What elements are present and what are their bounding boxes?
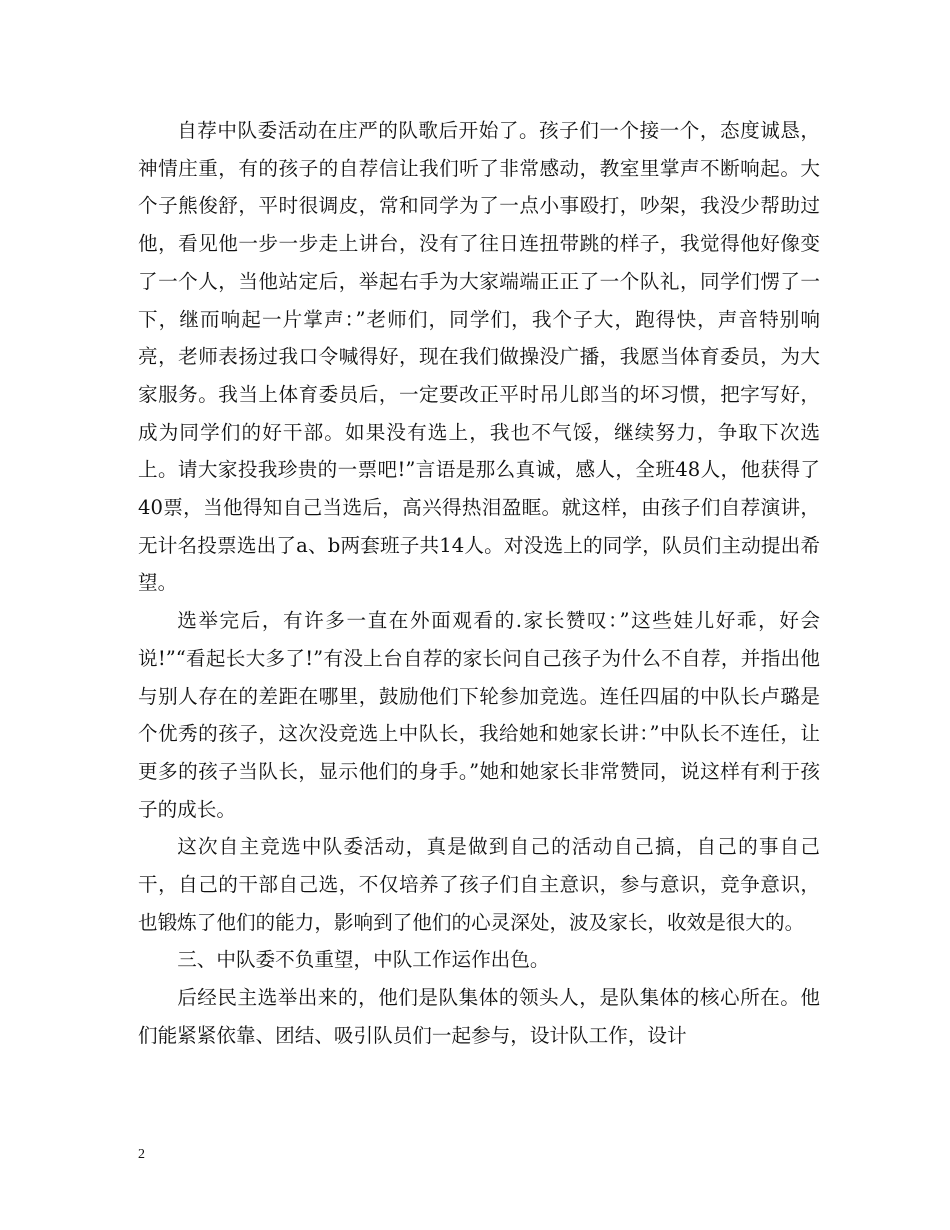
body-text <box>138 112 820 1055</box>
paragraph-1: 自荐中队委活动在庄严的队歌后开始了。孩子们一个接一个，态度诚恳，神情庄重，有的孩子的自荐信让我们听了非常感动，教室里掌声不断响起。大个子熊俊舒，平时很调皮，常和同学为了一点小事殴打，吵架，我没少帮助过他，看见他一步一步走上讲台，没有了往日连扭带跳的样子，我觉得他好像变了一个人，当他站定后，举起右手为大家端端正正了一个队礼，同学们愣了一下，继而响起一片掌声：”老师们，同学们，我个子大，跑得快，声音特别响亮，老师表扬过我口令喊得好，现在我们做操没广播，我愿当体育委员，为大家服务。我当上体育委员后，一定要改正平时吊儿郎当的坏习惯，把字写好，成为同学们的好干部。如果没有选上，我也不气馁，继续努力，争取下次选上。请大家投我珍贵的一票吧!”言语是那么真诚，感人，全班48人，他获得了40票，当他得知自己当选后，高兴得热泪盈眶。就这样，由孩子们自荐演讲，无计名投票选出了a、b两套班子共14人。对没选上的同学，队员们主动提出希望。 <box>138 119 820 595</box>
paragraph-3: 这次自主竞选中队委活动，真是做到自己的活动自己搞，自己的事自己干，自己的干部自己选，不仅培养了孩子们自主意识，参与意识，竞争意识，也锻炼了他们的能力，影响到了他们的心灵深处，波及家长，收效是很大的。 <box>138 835 820 934</box>
paragraph-4: 后经民主选举出来的，他们是队集体的领头人，是队集体的核心所在。他们能紧紧依靠、团结、吸引队员们一起参与，设计队工作，设计 <box>138 986 820 1047</box>
paragraph-2: 选举完后，有许多一直在外面观看的.家长赞叹：”这些娃儿好乖，好会说!”“看起长大多了!”有没上台自荐的家长问自己孩子为什么不自荐，并指出他与别人存在的差距在哪里，鼓励他们下轮参加竞选。连任四届的中队长卢璐是个优秀的孩子，这次没竞选上中队长，我给她和她家长讲：”中队长不连任，让更多的孩子当队长，显示他们的身手。”她和她家长非常赞同，说这样有利于孩子的成长。 <box>138 609 820 821</box>
page-number: 2 <box>138 1147 145 1162</box>
section-heading: 三、中队委不负重望，中队工作运作出色。 <box>177 948 550 972</box>
